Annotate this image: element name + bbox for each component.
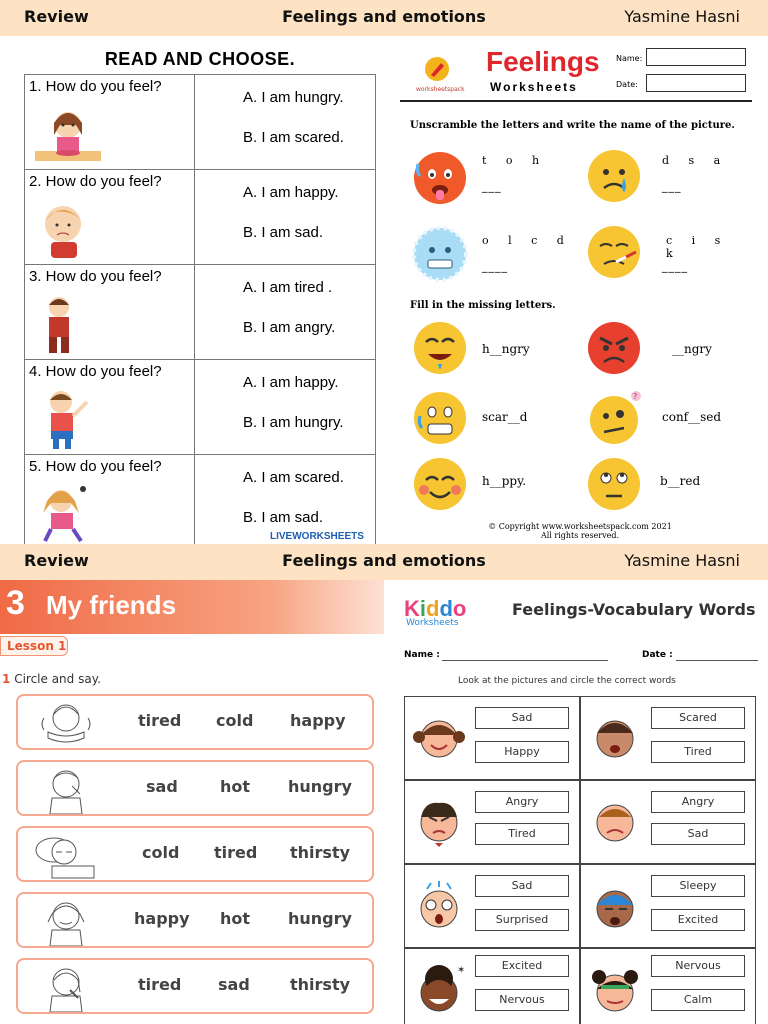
word-option[interactable]: hot [220,909,251,928]
option-b[interactable]: B. I am angry. [243,319,336,336]
feelings-title: Feelings [486,46,600,77]
header-center: Feelings and emotions [282,551,486,570]
sad-face-icon [586,148,642,204]
unit-number: 3 [6,584,25,622]
scared-child-face-icon [587,713,643,765]
header-right: Yasmine Hasni [624,551,740,570]
header-bar-top [0,0,768,36]
answer-blank[interactable]: ___ [482,180,502,193]
list-item [16,892,374,948]
name-line[interactable] [442,660,608,661]
bored-face-icon [586,456,642,512]
word-choice[interactable]: Calm [651,989,745,1011]
missing-word[interactable]: conf__sed [662,410,722,424]
svg-text:✶: ✶ [457,965,466,976]
vocab-cell [404,864,580,948]
missing-word[interactable]: h__ngry [482,342,530,356]
hungry-face-icon [412,320,468,376]
list-item [16,694,374,750]
sad-child-face-icon [587,795,643,851]
scared-girl-icon [35,483,95,545]
happy-girl-face-icon [411,713,467,765]
feelings-subtitle: Worksheets [490,80,578,94]
answer-blank[interactable]: ___ [662,180,682,193]
tired-child-icon [32,830,102,880]
scramble-letters: t o h [482,154,548,167]
question-text: 4. How do you feel? [29,363,162,380]
sleepy-child-face-icon [587,879,643,935]
options-cell [195,75,376,170]
kiddo-logo-sub: Worksheets [406,618,459,628]
sick-face-icon [586,224,642,280]
question-cell [25,75,195,170]
copyright [480,522,680,540]
vocabulary-instruction: Look at the pictures and circle the correct words [458,676,676,686]
date-label: Date: [616,80,638,89]
word-choice[interactable]: Angry [475,791,569,813]
word-choice[interactable]: Surprised [475,909,569,931]
answer-blank[interactable]: ____ [482,260,508,273]
option-a[interactable]: A. I am tired . [243,279,333,296]
options-cell [195,265,376,360]
lesson-tag: Lesson 1 [0,636,68,656]
header-center: Feelings and emotions [282,7,486,26]
word-choice[interactable]: Tired [651,741,745,763]
table-row [25,170,376,265]
vocab-cell [404,780,580,864]
read-choose-worksheet [24,44,376,544]
question-cell [25,170,195,265]
liveworksheets-logo: LIVEWORKSHEETS [270,531,364,542]
scramble-letters: o l c d [482,234,572,247]
angry-boy-icon [35,293,85,355]
word-choice[interactable]: Tired [475,823,569,845]
word-option[interactable]: hungry [288,777,352,796]
word-choice[interactable]: Sad [475,707,569,729]
list-item [16,958,374,1014]
word-choice[interactable]: Angry [651,791,745,813]
list-item [16,760,374,816]
surprised-child-face-icon [411,879,467,935]
table-row [25,265,376,360]
word-choice[interactable]: Scared [651,707,745,729]
vocab-cell [404,696,580,780]
logo-text: worksheetspack [416,86,465,93]
question-text: 1. How do you feel? [29,78,162,95]
logo-letter: d [439,596,453,621]
options-cell [195,170,376,265]
word-option[interactable]: tired [138,711,182,730]
word-choice[interactable]: Nervous [475,989,569,1011]
kiddo-worksheet [398,590,768,1024]
hungry-child-icon [32,896,102,946]
option-b[interactable]: B. I am hungry. [243,414,344,431]
date-field[interactable] [646,74,746,92]
vocabulary-title: Feelings-Vocabulary Words [512,600,756,619]
missing-word[interactable]: b__red [660,474,701,488]
read-choose-table [24,74,376,550]
word-option[interactable]: happy [134,909,190,928]
word-option[interactable]: happy [290,711,346,730]
pencil-logo-icon [424,56,450,82]
thirsty-child-icon [32,962,102,1012]
question-cell [25,360,195,455]
logo-letter: K [404,596,420,621]
circle-say-instruction [2,672,101,686]
scared-face-icon [412,390,468,446]
header-bar-bottom [0,544,768,580]
date-line[interactable] [676,660,758,661]
header-right: Yasmine Hasni [624,7,740,26]
option-a[interactable]: A. I am hungry. [243,89,344,106]
instruction-text: Circle and say. [14,672,101,686]
vocab-cell [404,948,580,1024]
header-left: Review [24,7,89,26]
word-option[interactable]: tired [138,975,182,994]
my-friends-page [0,580,384,1024]
date-label: Date : [642,650,673,660]
word-option[interactable]: hot [220,777,251,796]
vocab-cell [580,864,756,948]
excited-child-face-icon [411,963,467,1019]
header-left: Review [24,551,89,570]
word-option[interactable]: thirsty [290,975,351,994]
scramble-letters: d s a [662,154,729,167]
name-label: Name: [616,54,643,63]
word-option[interactable]: hungry [288,909,352,928]
option-b[interactable]: B. I am scared. [243,129,344,146]
feelings-worksheet [400,44,752,544]
word-option[interactable]: cold [142,843,180,862]
word-choice[interactable]: Sad [475,875,569,897]
table-row [25,75,376,170]
missing-word[interactable]: h__ppy. [482,474,527,488]
option-b[interactable]: B. I am sad. [243,509,324,526]
sad-boy-icon [35,198,95,260]
logo-letter: i [419,596,427,621]
logo-letter: o [452,596,467,621]
read-choose-title: READ AND CHOOSE. [104,49,296,69]
vocab-cell [580,948,756,1024]
question-text: 3. How do you feel? [29,268,162,285]
answer-blank[interactable]: ____ [662,260,688,273]
option-a[interactable]: A. I am scared. [243,469,344,486]
table-row [25,360,376,455]
angry-boy-face-icon [411,795,467,851]
cold-face-icon [412,226,468,282]
svg-text:?: ? [633,392,638,401]
option-b[interactable]: B. I am sad. [243,224,324,241]
missing-word[interactable]: __ngry [672,342,712,356]
word-choice[interactable]: Excited [475,955,569,977]
calm-child-face-icon [587,963,643,1019]
word-choice[interactable]: Sad [651,823,745,845]
logo-letter: d [426,596,440,621]
word-option[interactable]: thirsty [290,843,351,862]
happy-face-icon [412,456,468,512]
unit-banner [0,580,384,634]
word-choice[interactable]: Happy [475,741,569,763]
missing-letters-instruction: Fill in the missing letters. [410,300,556,311]
vocab-cell [580,696,756,780]
list-item [16,826,374,882]
question-cell [25,265,195,360]
vocab-cell [580,780,756,864]
instruction-number: 1 [2,672,11,686]
word-choice[interactable]: Sleepy [651,875,745,897]
word-choice[interactable]: Nervous [651,955,745,977]
copyright-line: © Copyright www.worksheetspack.com 2021 [488,522,672,531]
word-option[interactable]: sad [218,975,250,994]
unit-title: My friends [46,590,177,620]
option-a[interactable]: A. I am happy. [243,374,339,391]
question-text: 5. How do you feel? [29,458,162,475]
angry-face-icon [586,320,642,376]
word-choice[interactable]: Excited [651,909,745,931]
scramble-letters: c i s k [666,234,729,260]
option-a[interactable]: A. I am happy. [243,184,339,201]
girl-eating-icon [35,103,105,165]
worksheetspack-logo [416,56,465,93]
word-option[interactable]: sad [146,777,178,796]
word-option[interactable]: tired [214,843,258,862]
confused-face-icon [586,390,646,446]
options-cell [195,360,376,455]
hot-face-icon [412,150,468,206]
hot-child-icon [32,764,102,814]
word-option[interactable]: cold [216,711,254,730]
unscramble-instruction: Unscramble the letters and write the name of the picture. [410,120,735,131]
question-text: 2. How do you feel? [29,173,162,190]
cold-child-icon [32,698,102,748]
name-label: Name : [404,650,440,660]
happy-boy-icon [35,388,95,450]
header-rule [400,100,752,102]
question-cell [25,455,195,550]
rights-line: All rights reserved. [540,531,620,540]
missing-word[interactable]: scar__d [482,410,528,424]
name-field[interactable] [646,48,746,66]
